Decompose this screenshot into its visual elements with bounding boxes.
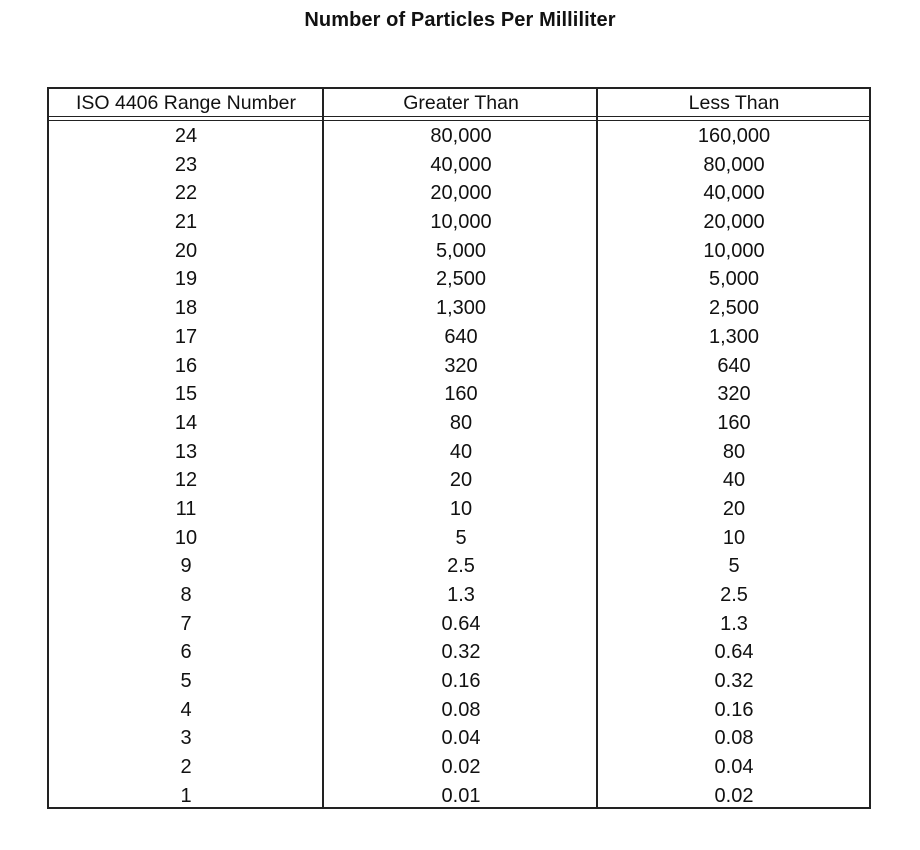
- cell-greater-than: 0.01: [441, 784, 481, 807]
- cell-less-than: 40,000: [703, 182, 765, 205]
- cell-greater-than: 0.08: [441, 698, 481, 721]
- table-row: [49, 752, 869, 781]
- cell-less-than: 80: [722, 440, 746, 463]
- cell-greater-than: 160: [444, 383, 478, 406]
- cell-iso-range-number: 3: [180, 727, 192, 750]
- table-row: [49, 723, 869, 752]
- cell-less-than: 0.08: [714, 727, 754, 750]
- cell-less-than: 10,000: [703, 239, 765, 262]
- cell-iso-range-number: 18: [174, 297, 198, 320]
- cell-iso-range-number: 6: [180, 641, 192, 664]
- cell-iso-range-number: 24: [174, 125, 198, 147]
- cell-greater-than: 10: [449, 497, 473, 520]
- cell-less-than: 0.32: [714, 670, 754, 693]
- table-row: [49, 236, 869, 265]
- cell-greater-than: 5,000: [435, 239, 487, 262]
- cell-greater-than: 0.64: [441, 612, 481, 635]
- cell-greater-than: 0.04: [441, 727, 481, 750]
- cell-less-than: 0.64: [714, 641, 754, 664]
- cell-iso-range-number: 15: [174, 383, 198, 406]
- cell-less-than: 80,000: [703, 153, 765, 176]
- cell-iso-range-number: 20: [174, 239, 198, 262]
- table-row: [49, 379, 869, 408]
- cell-less-than: 5,000: [708, 268, 760, 291]
- cell-greater-than: 320: [444, 354, 478, 377]
- table-row: [49, 150, 869, 179]
- cell-iso-range-number: 14: [174, 411, 198, 434]
- cell-iso-range-number: 1: [180, 784, 192, 807]
- header-iso-range-number: ISO 4406 Range Number: [75, 92, 297, 114]
- cell-greater-than: 80,000: [430, 125, 492, 147]
- cell-greater-than: 20: [449, 469, 473, 492]
- table-row: [49, 408, 869, 437]
- cell-less-than: 1.3: [720, 612, 748, 635]
- cell-iso-range-number: 8: [180, 584, 192, 606]
- cell-less-than: 20: [722, 497, 746, 520]
- cell-iso-range-number: 9: [180, 555, 192, 578]
- cell-greater-than: 1.3: [447, 584, 475, 606]
- cell-greater-than: 0.32: [441, 641, 481, 664]
- table-row: [49, 322, 869, 351]
- cell-greater-than: 40,000: [430, 153, 492, 176]
- cell-less-than: 160,000: [697, 125, 771, 147]
- cell-less-than: 160: [717, 411, 751, 434]
- table-row: [49, 666, 869, 695]
- cell-iso-range-number: 23: [174, 153, 198, 176]
- cell-less-than: 0.16: [714, 698, 754, 721]
- table-row: [49, 207, 869, 236]
- table-row: [49, 437, 869, 466]
- table-row: [49, 264, 869, 293]
- table-body: [49, 121, 869, 810]
- cell-greater-than: 0.02: [441, 756, 481, 779]
- cell-iso-range-number: 22: [174, 182, 198, 205]
- cell-less-than: 0.02: [714, 784, 754, 807]
- cell-iso-range-number: 19: [174, 268, 198, 291]
- table-row: [49, 494, 869, 523]
- cell-less-than: 20,000: [703, 211, 765, 234]
- table-row: [49, 695, 869, 724]
- cell-greater-than: 80: [449, 411, 473, 434]
- table-row: [49, 551, 869, 580]
- header-greater-than: Greater Than: [403, 92, 519, 114]
- cell-iso-range-number: 11: [175, 497, 197, 520]
- table-row: [49, 351, 869, 380]
- cell-iso-range-number: 17: [174, 325, 198, 348]
- cell-greater-than: 10,000: [430, 211, 492, 234]
- cell-greater-than: 20,000: [430, 182, 492, 205]
- cell-greater-than: 2.5: [447, 555, 475, 578]
- cell-iso-range-number: 7: [180, 612, 192, 635]
- cell-less-than: 1,300: [708, 325, 760, 348]
- table-row: [49, 465, 869, 494]
- page-title: Number of Particles Per Milliliter: [304, 9, 616, 31]
- cell-iso-range-number: 13: [174, 440, 198, 463]
- cell-less-than: 640: [717, 354, 751, 377]
- cell-less-than: 2,500: [708, 297, 760, 320]
- particle-count-table: [47, 87, 871, 809]
- table-row: [49, 178, 869, 207]
- table-row: [49, 523, 869, 552]
- cell-greater-than: 1,300: [435, 297, 487, 320]
- cell-less-than: 40: [722, 469, 746, 492]
- cell-iso-range-number: 10: [174, 526, 198, 549]
- cell-less-than: 2.5: [720, 584, 748, 606]
- cell-less-than: 10: [722, 526, 746, 549]
- cell-iso-range-number: 5: [180, 670, 192, 693]
- cell-less-than: 5: [728, 555, 740, 578]
- cell-greater-than: 640: [444, 325, 478, 348]
- cell-greater-than: 0.16: [441, 670, 481, 693]
- table-header-row: [49, 89, 869, 116]
- cell-iso-range-number: 2: [180, 756, 192, 779]
- table-row: [49, 121, 869, 150]
- cell-less-than: 320: [717, 383, 751, 406]
- cell-iso-range-number: 12: [174, 469, 198, 492]
- cell-greater-than: 5: [455, 526, 467, 549]
- cell-iso-range-number: 21: [174, 211, 198, 234]
- cell-less-than: 0.04: [714, 756, 754, 779]
- table-row: [49, 293, 869, 322]
- cell-iso-range-number: 4: [180, 698, 192, 721]
- header-less-than: Less Than: [688, 92, 780, 114]
- table-row: [49, 580, 869, 609]
- cell-greater-than: 2,500: [435, 268, 487, 291]
- table-row: [49, 609, 869, 638]
- table-row: [49, 781, 869, 810]
- cell-iso-range-number: 16: [174, 354, 198, 377]
- cell-greater-than: 40: [449, 440, 473, 463]
- table-row: [49, 637, 869, 666]
